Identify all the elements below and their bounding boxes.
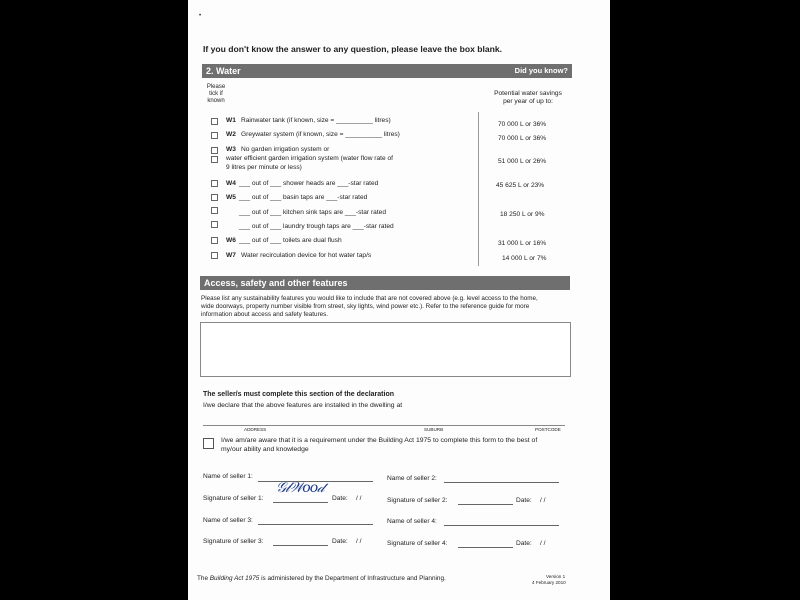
did-you-know-label: Did you know? xyxy=(514,66,568,75)
access-features-textbox[interactable] xyxy=(200,322,571,377)
header-note: If you don't know the answer to any question, please leave the box blank. xyxy=(203,44,503,54)
page-mark: • xyxy=(199,13,202,19)
seller2-name-label: Name of seller 2: xyxy=(387,475,437,482)
w7-saving: 14 000 L or 7% xyxy=(502,255,547,262)
form-page xyxy=(188,0,610,600)
seller1-signature-image: 𝒢𝓁𝒲𝑜𝑜𝒹 xyxy=(276,480,324,496)
w1-text: Rainwater tank (if known, size = __________ litres) xyxy=(241,117,391,124)
seller1-signature-label: Signature of seller 1: xyxy=(203,495,264,502)
savings-header: Potential water savings per year of up to: xyxy=(494,90,562,105)
access-instructions: Please list any sustainability features you would like to include that are not covered above (e.g. level access to the home, wide doorways, property number visible from street, sky lights, wind power etc.). Refer to the reference guide for more information about access and safety features. xyxy=(201,295,538,318)
w3-checkbox-b[interactable] xyxy=(211,156,218,163)
seller2-signature-label: Signature of seller 2: xyxy=(387,497,448,504)
w4-code: W4 xyxy=(226,180,236,187)
footer-version: Version 1 xyxy=(546,574,566,579)
w5-text-laundry: ___ out of ___ laundry trough taps are ___-star rated xyxy=(239,223,394,230)
seller1-name-label: Name of seller 1: xyxy=(203,473,253,480)
w7-code: W7 xyxy=(226,252,236,259)
seller4-date-slashes[interactable]: / / xyxy=(540,540,546,547)
seller3-date-slashes[interactable]: / / xyxy=(356,538,362,545)
seller4-signature-label: Signature of seller 4: xyxy=(387,540,448,547)
w6-code: W6 xyxy=(226,237,236,244)
w6-saving: 31 000 L or 16% xyxy=(498,240,547,247)
seller3-signature-label: Signature of seller 3: xyxy=(203,538,264,545)
declaration-heading: The seller/s must complete this section of the declaration xyxy=(203,391,394,398)
w3-text-1: No garden irrigation system or xyxy=(241,146,330,153)
w3-text-3: 9 litres per minute or less) xyxy=(226,164,302,171)
water-section-header xyxy=(202,64,572,78)
declaration-statement: I/we declare that the above features are installed in the dwelling at xyxy=(203,402,403,409)
aware-checkbox[interactable] xyxy=(203,438,214,449)
w3-checkbox-a[interactable] xyxy=(211,147,218,154)
w7-text: Water recirculation device for hot water tap/s xyxy=(241,252,372,259)
access-section-title: Access, safety and other features xyxy=(204,278,348,288)
seller4-signature-field[interactable] xyxy=(458,547,513,548)
savings-column-divider xyxy=(478,112,479,266)
w3-text-2: water efficient garden irrigation system (water flow rate of xyxy=(226,155,393,162)
tick-header: Please tick if known xyxy=(206,84,226,104)
w4-text: ___ out of ___ shower heads are ___-star rated xyxy=(239,180,379,187)
w5-checkbox-b[interactable] xyxy=(211,207,218,214)
w5-text-kitchen: ___ out of ___ kitchen sink taps are ___-star rated xyxy=(239,209,386,216)
aware-text-line-1: I/we am/are aware that it is a requirement under the Building Act 1975 to complete this form to the best of xyxy=(221,437,538,444)
seller3-name-field[interactable] xyxy=(258,524,373,525)
seller2-date-slashes[interactable]: / / xyxy=(540,497,546,504)
w6-checkbox[interactable] xyxy=(211,237,218,244)
w5-checkbox-c[interactable] xyxy=(211,221,218,228)
seller3-signature-field[interactable] xyxy=(273,545,328,546)
w3-code: W3 xyxy=(226,146,236,153)
w1-checkbox[interactable] xyxy=(211,118,218,125)
w1-code: W1 xyxy=(226,117,236,124)
seller2-name-field[interactable] xyxy=(444,482,559,483)
seller4-name-label: Name of seller 4: xyxy=(387,518,437,525)
access-section-header xyxy=(200,276,570,290)
w5-checkbox-a[interactable] xyxy=(211,194,218,201)
w7-checkbox[interactable] xyxy=(211,252,218,259)
seller2-date-label: Date: xyxy=(516,497,532,504)
w4-saving: 45 625 L or 23% xyxy=(496,182,545,189)
w2-checkbox[interactable] xyxy=(211,132,218,139)
w2-text: Greywater system (if known, size = __________ litres) xyxy=(241,131,400,138)
suburb-label: SUBURB xyxy=(424,427,444,432)
seller1-date-label: Date: xyxy=(332,495,348,502)
w5-saving: 18 250 L or 9% xyxy=(500,211,545,218)
seller1-date-slashes[interactable]: / / xyxy=(356,495,362,502)
w1-saving: 70 000 L or 36% xyxy=(498,121,547,128)
seller3-date-label: Date: xyxy=(332,538,348,545)
seller3-name-label: Name of seller 3: xyxy=(203,517,253,524)
address-label: ADDRESS xyxy=(244,427,267,432)
w2-saving: 70 000 L or 36% xyxy=(498,135,547,142)
footer-text: The Building Act 1975 is administered by the Department of Infrastructure and Planning. xyxy=(197,575,446,582)
seller4-name-field[interactable] xyxy=(444,525,559,526)
seller2-signature-field[interactable] xyxy=(458,504,513,505)
w5-code: W5 xyxy=(226,194,236,201)
seller4-date-label: Date: xyxy=(516,540,532,547)
w6-text: ___ out of ___ toilets are dual flush xyxy=(239,237,342,244)
w5-text-basin: ___ out of ___ basin taps are ___-star rated xyxy=(239,194,368,201)
seller1-signature-field[interactable] xyxy=(273,502,328,503)
w4-checkbox[interactable] xyxy=(211,180,218,187)
postcode-label: POSTCODE xyxy=(535,427,561,432)
footer-version-date: 4 February 2010 xyxy=(532,580,566,585)
water-section-title: 2. Water xyxy=(206,66,241,76)
w3-saving: 51 000 L or 26% xyxy=(498,158,547,165)
w2-code: W2 xyxy=(226,131,236,138)
aware-text-line-2: my/our ability and knowledge xyxy=(221,446,309,453)
